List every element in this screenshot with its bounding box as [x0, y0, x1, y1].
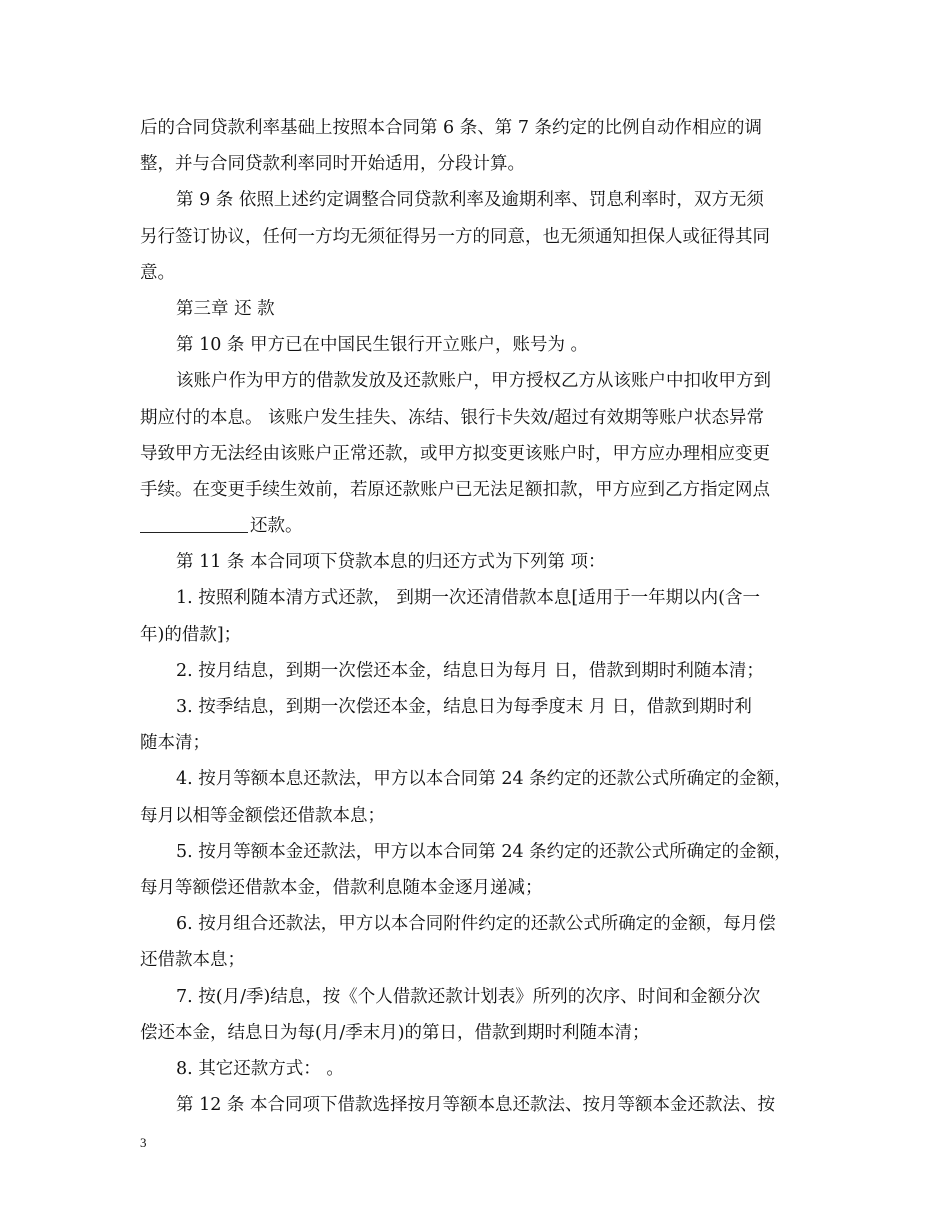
- text-line: [140, 255, 812, 291]
- text-line: [140, 617, 812, 653]
- text-line: [140, 291, 812, 327]
- text-line-content: 期应付的本息。 该账户发生挂失、冻结、银行卡失效/超过有效期等账户状态异常: [140, 407, 764, 428]
- text-line: [140, 436, 812, 472]
- text-line: [140, 761, 812, 797]
- text-line: [140, 798, 812, 834]
- text-line: [140, 979, 812, 1015]
- text-line-content: 导致甲方无法经由该账户正常还款，或甲方拟变更该账户时，甲方应办理相应变更: [140, 443, 770, 464]
- text-line-content: 偿还本金，结息日为每(月/季末月)的第日，借款到期时利随本清；: [140, 1022, 650, 1043]
- text-line-content: 整，并与合同贷款利率同时开始适用，分段计算。: [140, 154, 525, 175]
- text-line: [140, 544, 812, 580]
- text-line-content: 另行签订协议，任何一方均无须征得另一方的同意，也无须通知担保人或征得其同: [140, 226, 770, 247]
- text-line: [140, 834, 812, 870]
- text-line-content: 5. 按月等额本金还款法，甲方以本合同第 24 条约定的还款公式所确定的金额，: [176, 841, 792, 862]
- text-line: [140, 110, 812, 146]
- text-line-content: 8. 其它还款方式： 。: [176, 1058, 344, 1079]
- text-line: [140, 653, 812, 689]
- text-line: [140, 182, 812, 218]
- text-line: [140, 580, 812, 616]
- text-line: [140, 219, 812, 255]
- text-line-content: 第 10 条 甲方已在中国民生银行开立账户，账号为 。: [176, 335, 589, 356]
- text-line-content: 第 11 条 本合同项下贷款本息的归还方式为下列第 项：: [176, 552, 606, 573]
- text-line: [140, 400, 812, 436]
- text-line: [140, 146, 812, 182]
- text-line: [140, 508, 812, 544]
- text-line-content: 随本清；: [140, 733, 210, 754]
- text-line: [140, 327, 812, 363]
- text-line: [140, 363, 812, 399]
- text-line-content: 后的合同贷款利率基础上按照本合同第 6 条、第 7 条约定的比例自动作相应的调: [140, 118, 763, 138]
- text-line-content: 3. 按季结息，到期一次偿还本金，结息日为每季度末 月 日，借款到期时利: [176, 697, 752, 717]
- text-line-content: 手续。在变更手续生效前，若原还款账户已无法足额扣款，甲方应到乙方指定网点: [140, 479, 770, 500]
- text-line-content: 每月等额偿还借款本金，借款利息随本金逐月递减；: [140, 877, 543, 898]
- fill-in-blank: [140, 510, 248, 533]
- text-line: [140, 942, 812, 978]
- text-line-content: 第 12 条 本合同项下借款选择按月等额本息还款法、按月等额本金还款法、按: [176, 1095, 775, 1116]
- text-line: [140, 725, 812, 761]
- text-line-content: 年)的借款]；: [140, 624, 242, 645]
- text-line-content: 1. 按照利随本清方式还款， 到期一次还清借款本息[适用于一年期以内(含一: [176, 588, 760, 609]
- text-line: [140, 1087, 812, 1123]
- text-line-content: 每月以相等金额偿还借款本息；: [140, 805, 385, 826]
- contract-text: [140, 110, 812, 1123]
- text-line-content: 意。: [140, 262, 175, 283]
- text-line: [140, 870, 812, 906]
- text-line: [140, 1051, 812, 1087]
- text-line: [140, 689, 812, 725]
- text-line-content: 4. 按月等额本息还款法，甲方以本合同第 24 条约定的还款公式所确定的金额，: [176, 769, 792, 790]
- page-number: 3: [140, 1135, 147, 1150]
- text-line-content: 该账户作为甲方的借款发放及还款账户，甲方授权乙方从该账户中扣收甲方到: [176, 371, 771, 392]
- text-line-content: 还借款本息；: [140, 950, 245, 971]
- text-line-content: 第 9 条 依照上述约定调整合同贷款利率及逾期利率、罚息利率时，双方无须: [176, 190, 764, 211]
- text-line-content: 第三章 还 款: [176, 298, 275, 319]
- text-line-content: 6. 按月组合还款法，甲方以本合同附件约定的还款公式所确定的金额，每月偿: [176, 914, 776, 935]
- text-line-content: 还款。: [250, 516, 303, 537]
- text-line: [140, 472, 812, 508]
- text-line: [140, 906, 812, 942]
- text-line-content: 2. 按月结息，到期一次偿还本金，结息日为每月 日，借款到期时利随本清；: [176, 660, 764, 681]
- text-line-content: 7. 按(月/季)结息，按《个人借款还款计划表》所列的次序、时间和金额分次: [176, 986, 761, 1007]
- text-line: [140, 1015, 812, 1051]
